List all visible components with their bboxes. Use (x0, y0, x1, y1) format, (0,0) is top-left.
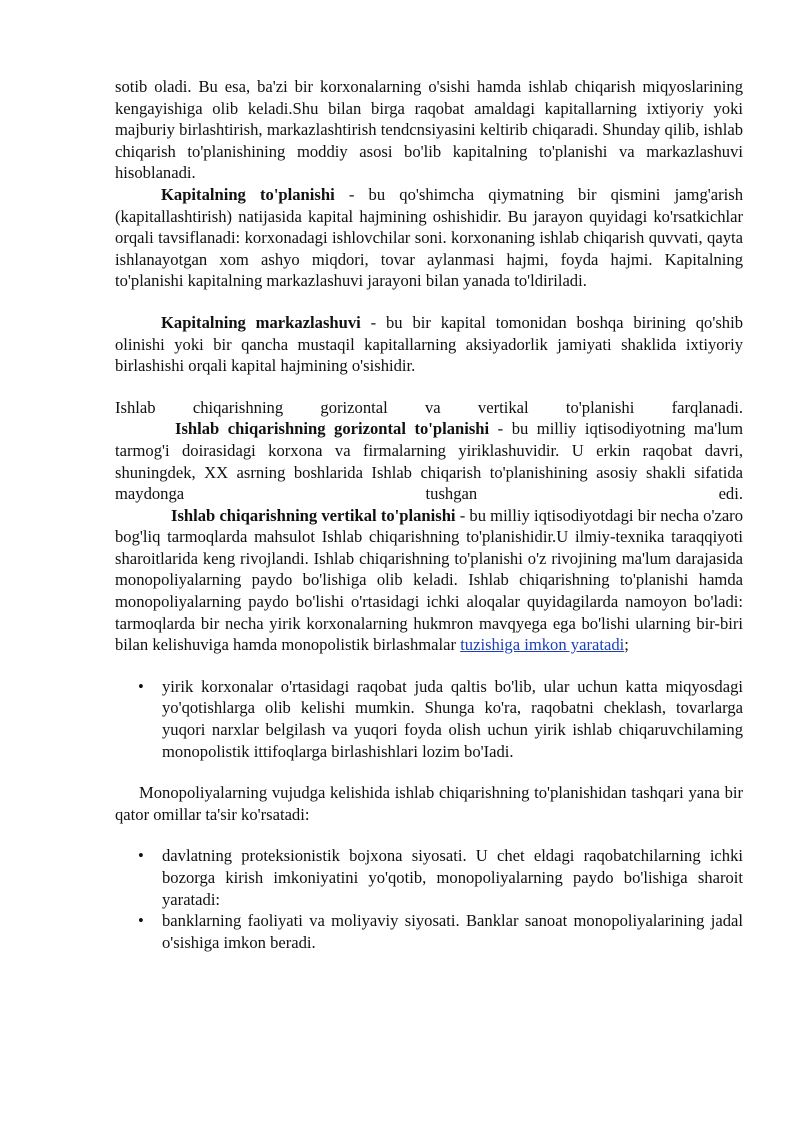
document-page (115, 76, 743, 953)
paragraph-capital-centralization (115, 312, 743, 377)
definition-capital-accumulation: - bu qo'shimcha qiymatning bir qismini jamg'arish (kapitallashtirish) natijasida kapital hajmining oshishidir. Bu jarayon quyidagi ko'rsatkichlar orqali tavsiflanadi: korxonadagi ishlovchilar soni. korxonaning ishlab chiqarish quvvati, qayta ishlanayotgan xom ashyo miqdori, tovar aylanmasi hajmi, foyda hajmi. Kapitalning to'planishi kapitalning markazlashuvi jarayoni bilan yanada to'ldiriladi. (115, 184, 743, 291)
list-item-text: yirik korxonalar o'rtasidagi raqobat juda qaltis bo'lib, ular uchun katta miqyosdagi yo'qotishlarga olib kelishi mumkin. Shunga ko'ra, raqobatni cheklash, tovarlarga yuqori narxlar belgilash va yuqori foyda olish uchun yirik ishlab chiqaruvchilaming monopolistik ittifoqlarga birlashishlari lozim bo'Iadi. (162, 676, 743, 761)
paragraph-factors-text: Monopoliyalarning vujudga kelishida ishlab chiqarishning to'planishidan tashqari yana bir qator omillar ta'sir ko'rsatadi: (115, 783, 743, 824)
term-vertical-concentration: Ishlab chiqarishning vertikal to'planishi (171, 505, 456, 525)
paragraph-horizontal (115, 418, 743, 504)
bullet-icon: • (138, 911, 144, 931)
term-horizontal-concentration: Ishlab chiqarishning gorizontal to'planishi (175, 419, 490, 439)
list-item-text: banklarning faoliyati va moliyaviy siyosati. Banklar sanoat monopoliyalarining jadal o'sishiga imkon beradi. (162, 911, 743, 952)
paragraph-intro (115, 76, 743, 184)
bullet-icon: • (138, 676, 144, 696)
paragraph-types-text: Ishlab chiqarishning gorizontal va vertikal to'planishi farqlanadi. (115, 397, 743, 417)
paragraph-factors (115, 782, 743, 825)
list-item-text: davlatning proteksionistik bojxona siyosati. U chet eldagi raqobatchilarning ichki bozorga kirish imkoniyatini yo'qotib, monopoliyalarning paydo bo'lishiga sharoit yaratadi: (162, 846, 743, 909)
semicolon: ; (624, 635, 629, 655)
paragraph-vertical (115, 505, 743, 656)
definition-capital-centralization: - bu bir kapital tomonidan boshqa birining qo'shib olinishi yoki bir qancha mustaqil kapitallarning aksiyadorlik jamiyati shaklida ixtiyoriy birlashishi orqali kapital hajmining o'sishidir. (115, 312, 744, 376)
paragraph-intro-text: sotib oladi. Bu esa, ba'zi bir korxonalarning o'sishi hamda ishlab chiqarish miqyoslarining kengayishiga olib keladi.Shu bilan birga raqobat amaldagi kapitallarning ixtiyoriy yoki majburiy birlashtirish, markazlashtirish tendcnsiyasini keltirib chiqaradi. Shunday qilib, ishlab chiqarish to'planishining moddiy asosi bo'lib kapitalning to'planishi va markazlashuvi hisoblanadi. (115, 77, 743, 183)
definition-horizontal-concentration: - bu milliy iqtisodiyotning ma'lum tarmog'i doirasidagi korxona va firmalarning yiriklashuvidir. U erkin raqobat davri, shuningdek, XX asrning boshlarida Ishlab chiqarish to'planishining asosiy shakli sifatida maydonga tushgan edi. (115, 419, 744, 504)
bullet-icon: • (138, 846, 144, 866)
bullet-list-factors (115, 845, 743, 953)
term-capital-accumulation: Kapitalning to'planishi (161, 184, 335, 204)
list-item (115, 845, 743, 910)
paragraph-types (115, 397, 743, 419)
list-item (115, 676, 743, 762)
definition-vertical-concentration: - bu milliy iqtisodiyotdagi bir necha o'zaro bog'liq tarmoqlarda mahsulot Ishlab chiqarishning to'planishidir.U ilmiy-texnika taraqqiyoti sharoitlarida keng rivojlandi. Ishlab chiqarishning to'planishi o'z rivojining ma'lum darajasida monopoliyalarning paydo bo'lishiga olib keladi. Ishlab chiqarishning to'planishi hamda monopoliyalarning paydo bo'lishi o'rtasidagi ichki aloqalar quyidagilarda namoyon bo'ladi: tarmoqlarda bir necha yirik korxonalarning hukmron mavqyega ega bo'lishi ularning bir-biri bilan kelishuviga hamda monopolistik birlashmalar (115, 505, 744, 655)
term-capital-centralization: Kapitalning markazlashuvi (161, 312, 361, 332)
list-item (115, 910, 743, 953)
bullet-list-competition (115, 676, 743, 762)
link-tuzishiga[interactable]: tuzishiga imkon yaratadi (460, 635, 625, 655)
paragraph-capital-accumulation (115, 184, 743, 292)
